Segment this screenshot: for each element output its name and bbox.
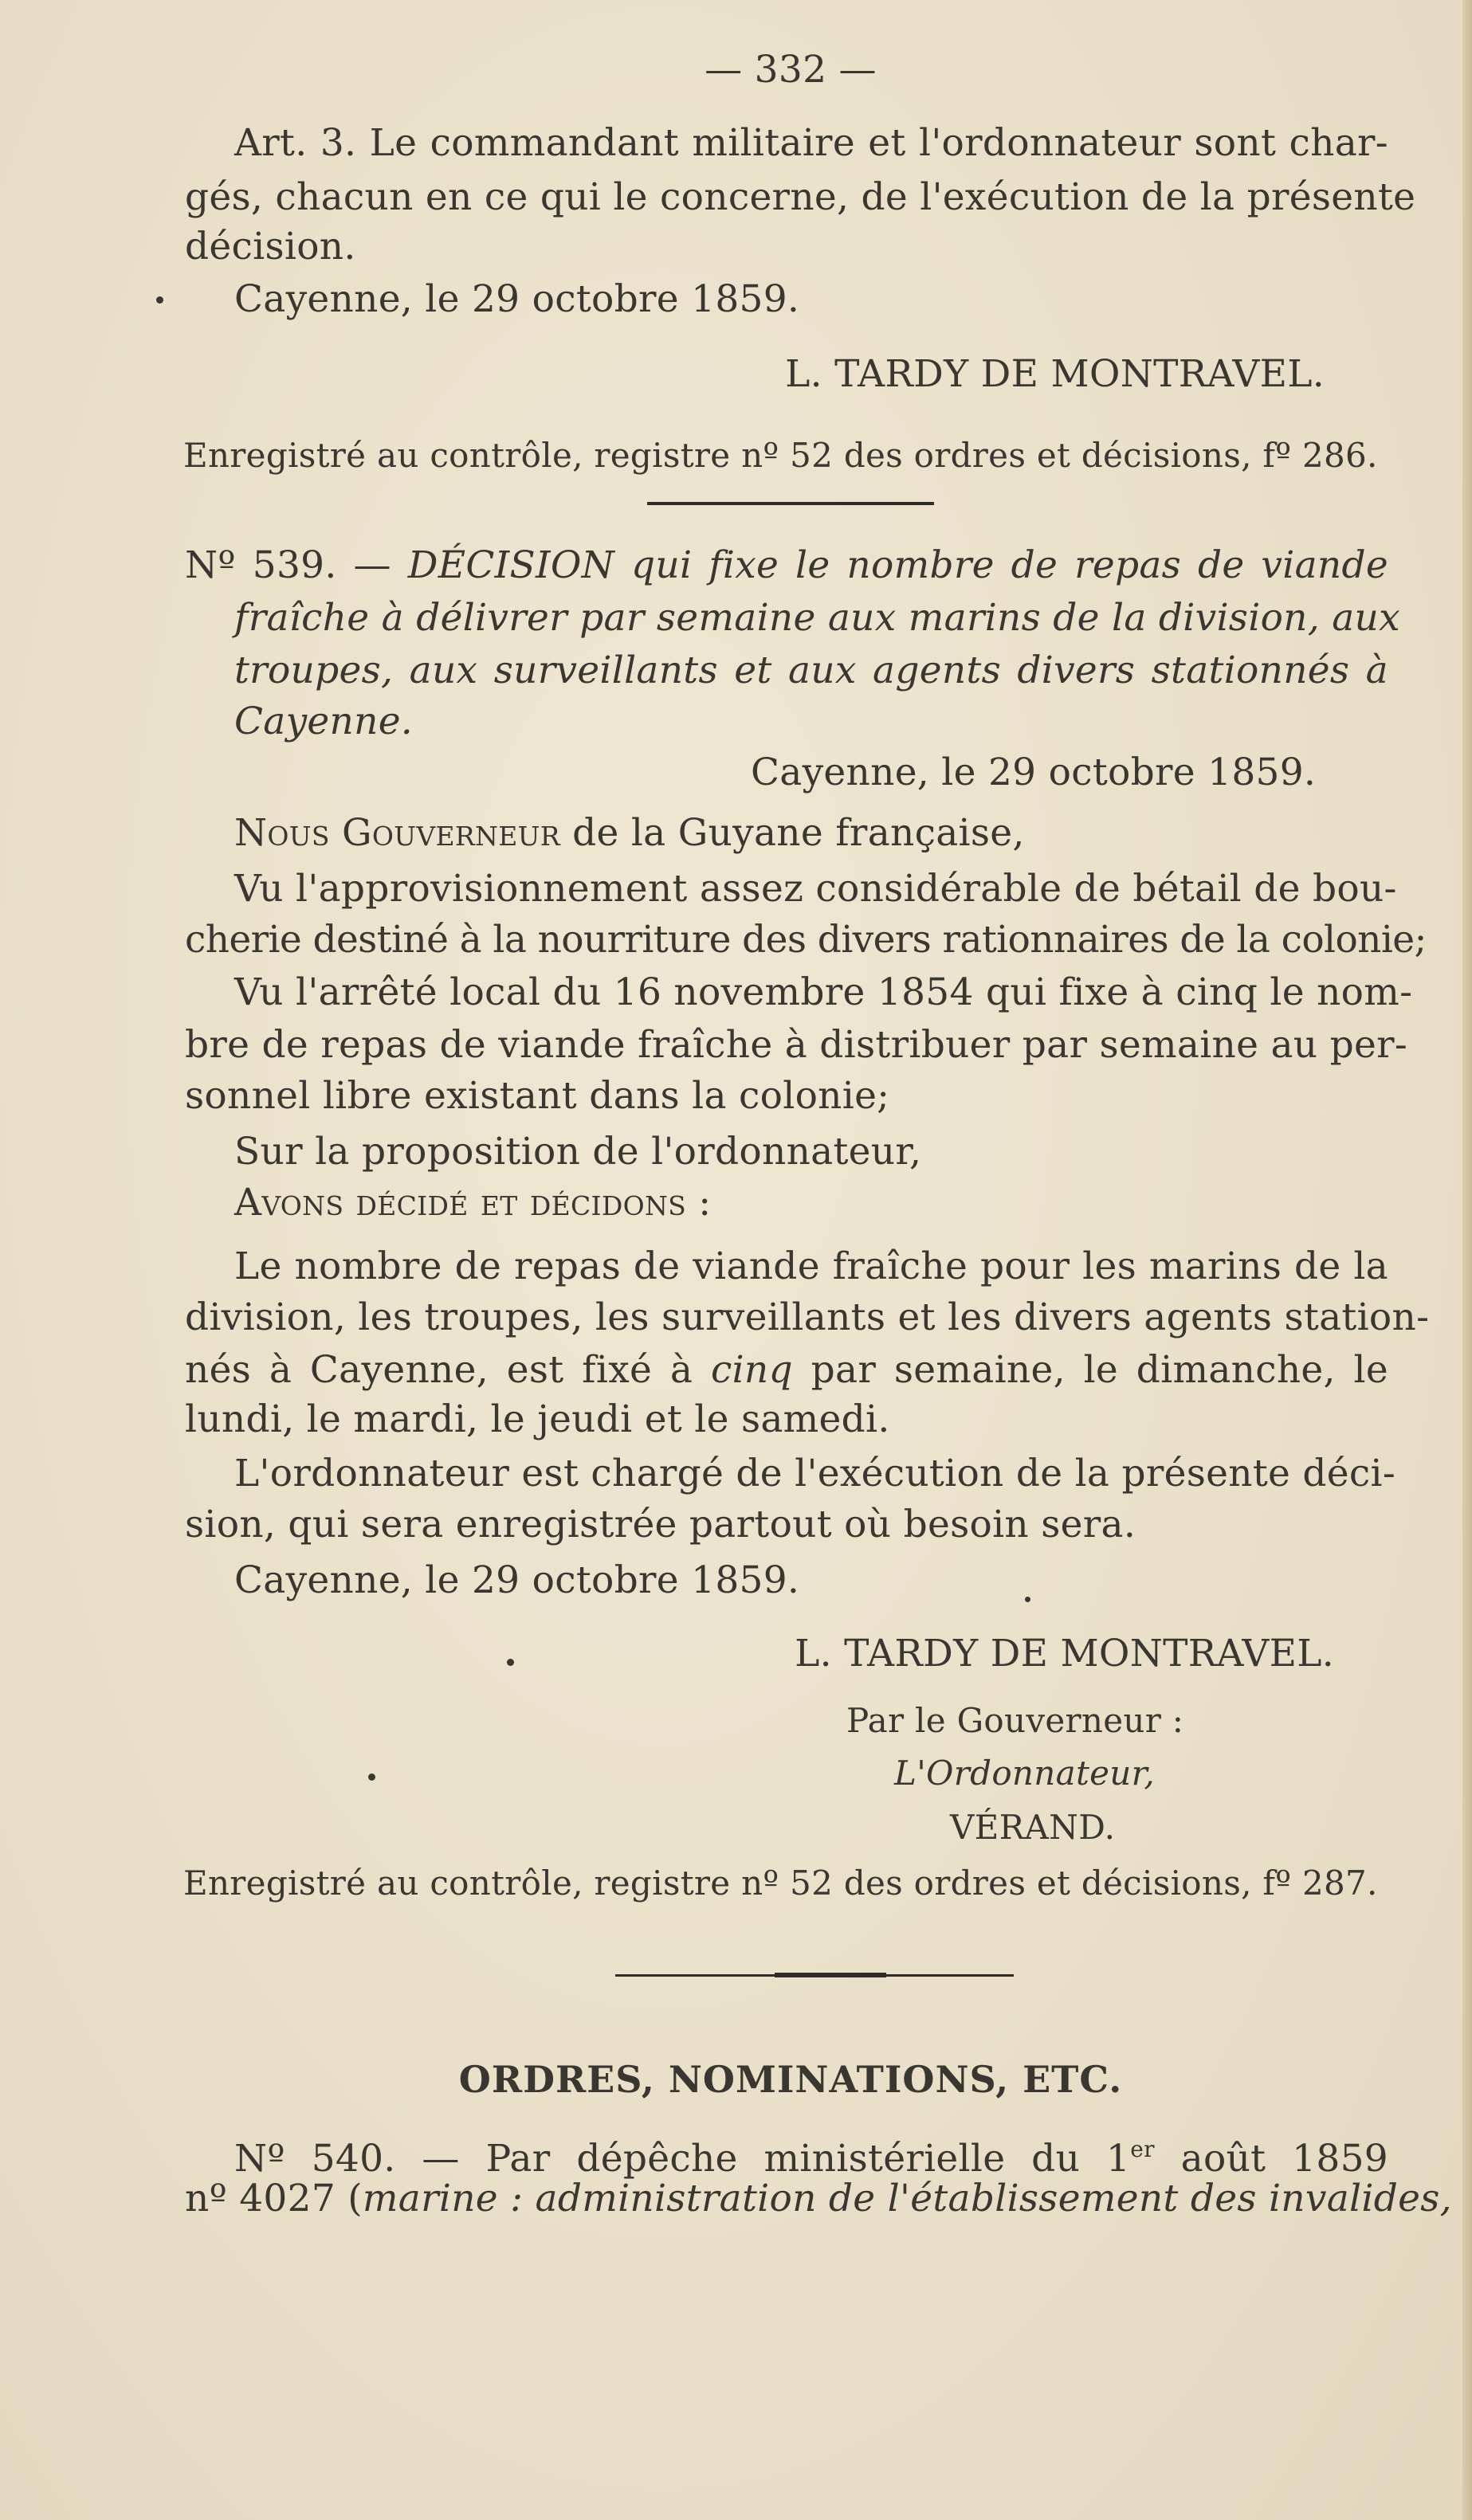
body1-line-3-italic: cinq [710,1348,793,1392]
n540-line-1-a: Nº 540. — Par dépêche ministérielle du 1 [234,2137,1131,2181]
body2-line-2: sion, qui sera enregistrée partout où besoin sera. [185,1503,1136,1546]
body1-line-4: lundi, le mardi, le jeudi et le samedi. [185,1397,890,1441]
n540-line-2 [185,2175,1452,2223]
decision539-date: Cayenne, le 29 octobre 1859. [234,1558,800,1602]
decision-number: Nº 539. — [185,543,408,587]
body1-line-3-a: nés à Cayenne, est fixé à [185,1348,711,1392]
body1-line-3 [185,1346,1388,1394]
decision539-title-line-2: fraîche à délivrer par semaine aux marins de la division, aux [234,596,1400,640]
n540-superscript: er [1130,2136,1155,2162]
body2-line-1: L'ordonnateur est chargé de l'exécution de la présente déci- [234,1452,1396,1495]
page-edge-shadow [1462,0,1472,2520]
vu1-line-1: Vu l'approvisionnement assez considérable de bétail de bou- [234,867,1397,911]
body1-line-2: division, les troupes, les surveillants et les divers agents station- [185,1295,1430,1339]
page-number: — 332 — [705,48,877,92]
ink-speck [507,1659,514,1666]
decision539-registration: Enregistré au contrôle, registre nº 52 des ordres et décisions, fº 287. [183,1864,1378,1903]
vu1-line-2: cherie destiné à la nourriture des divers rationnaires de la colonie; [185,918,1427,962]
decision539-place-date: Cayenne, le 29 octobre 1859. [751,751,1317,794]
n540-line-2-a: nº 4027 ( [185,2177,363,2220]
vu2-line-1: Vu l'arrêté local du 16 novembre 1854 qui fixe à cinq le nom- [234,970,1413,1014]
body1-line-3-b: par semaine, le dimanche, le [792,1348,1388,1392]
body1-line-1: Le nombre de repas de viande fraîche pour les marins de la [234,1244,1388,1288]
decision539-signature: L. TARDY DE MONTRAVEL. [795,1632,1334,1675]
ink-speck [156,296,163,304]
vu2-line-2: bre de repas de viande fraîche à distribuer par semaine au per- [185,1023,1408,1067]
verand: VÉRAND. [950,1808,1116,1847]
ink-speck [368,1773,375,1781]
decision539-title-line-1 [185,542,1388,590]
gouverneur-line [234,809,1025,857]
l-ordonnateur: L'Ordonnateur, [894,1754,1156,1793]
vu2-line-3: sonnel libre existant dans la colonie; [185,1074,890,1118]
gouverneur-smallcaps: Nous Gouverneur [234,811,560,855]
decision539-title-line-3: troupes, aux surveillants et aux agents divers stationnés à [234,649,1388,692]
art3-line-2: gés, chacun en ce qui le concerne, de l'exécution de la présente [185,175,1416,219]
n540-line-2-italic: marine : administration de l'établissement des invalides, [362,2177,1452,2220]
n540-line-1-b: août 1859 [1154,2137,1388,2181]
art3-line-3: décision. [185,225,356,268]
sur-la-proposition: Sur la proposition de l'ordonnateur, [234,1130,922,1174]
art3-line-1: Art. 3. Le commandant militaire et l'ordonnateur sont char- [234,121,1388,165]
art3-date: Cayenne, le 29 octobre 1859. [234,277,800,321]
separator-rule-1 [647,502,934,505]
avons-decide: Avons décidé et décidons : [234,1181,712,1225]
art3-signature: L. TARDY DE MONTRAVEL. [785,352,1325,396]
section-heading: ORDRES, NOMINATIONS, ETC. [458,2058,1123,2101]
decision539-title-line-4: Cayenne. [234,700,414,743]
gouverneur-rest: de la Guyane française, [559,811,1025,855]
decision-title-start: DÉCISION qui fixe le nombre de repas de viande [407,543,1388,587]
art3-registration: Enregistré au contrôle, registre nº 52 des ordres et décisions, fº 286. [183,436,1378,475]
par-le-gouverneur: Par le Gouverneur : [846,1701,1184,1740]
separator-rule-2-thick [775,1973,886,1977]
ink-speck [1025,1597,1030,1602]
